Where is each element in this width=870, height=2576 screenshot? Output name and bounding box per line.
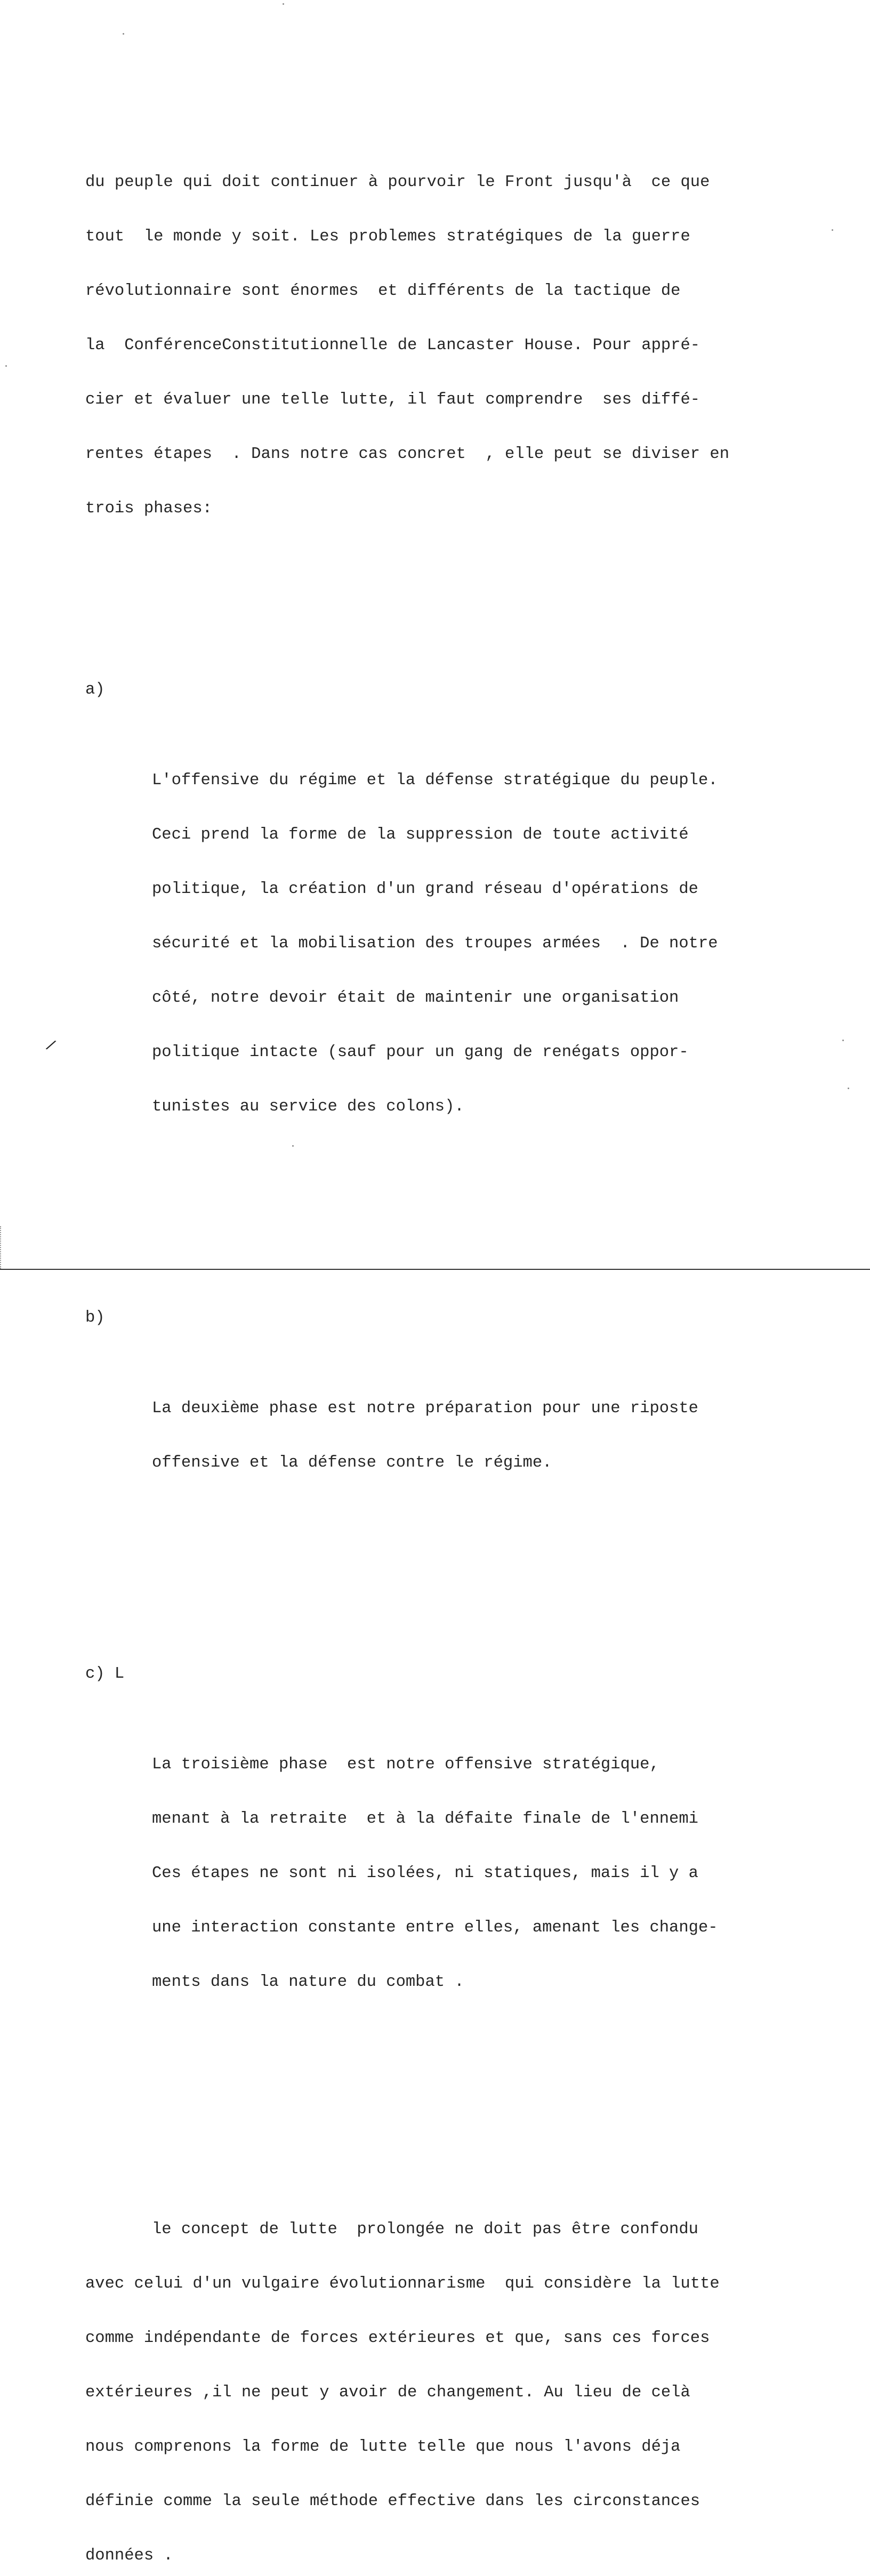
typed-text-column xyxy=(85,83,800,2576)
text-line: Ces étapes ne sont ni isolées, ni statiques, mais il y a xyxy=(152,1864,698,1882)
text-line: sécurité et la mobilisation des troupes armées . De notre xyxy=(152,935,718,953)
scan-speck xyxy=(842,1040,844,1041)
scan-speck xyxy=(848,1088,849,1089)
text-line: L'offensive du régime et la défense stratégique du peuple. xyxy=(152,771,718,790)
text-line: côté, notre devoir était de maintenir une organisation xyxy=(152,989,679,1007)
text-line: menant à la retraite et à la défaite finale de l'ennemi xyxy=(152,1810,698,1828)
text-line: révolutionnaire sont énormes et différents de la tactique de xyxy=(85,282,681,300)
scan-speck xyxy=(123,33,124,35)
scan-speck xyxy=(832,229,833,231)
concept-paragraph xyxy=(85,2184,800,2576)
list-item-c xyxy=(85,1665,800,2064)
text-line: du peuple qui doit continuer à pourvoir le Front jusqu'à ce que xyxy=(85,173,710,191)
text-line: définie comme la seule méthode effective dans les circonstances xyxy=(85,2492,700,2510)
text-line: avec celui d'un vulgaire évolutionnarisme qui considère la lutte xyxy=(85,2275,720,2293)
list-marker: c) L xyxy=(85,1665,125,1683)
list-item-b xyxy=(85,1309,800,1544)
text-line: le concept de lutte prolongée ne doit pas être confondu xyxy=(152,2220,698,2239)
text-line: politique, la création d'un grand réseau d'opérations de xyxy=(152,880,698,898)
list-item-a xyxy=(85,681,800,1188)
text-line: politique intacte (sauf pour un gang de renégats oppor- xyxy=(152,1043,689,1061)
text-line: cier et évaluer une telle lutte, il faut comprendre ses diffé- xyxy=(85,391,700,409)
text-line: une interaction constante entre elles, amenant les change- xyxy=(152,1919,718,1937)
scan-speck xyxy=(5,365,7,367)
page-edge-mark xyxy=(0,1226,3,1269)
text-line: nous comprenons la forme de lutte telle que nous l'avons déja xyxy=(85,2438,681,2456)
list-marker: a) xyxy=(85,681,105,699)
text-line: données . xyxy=(85,2547,173,2565)
list-marker: b) xyxy=(85,1309,105,1327)
text-line: ments dans la nature du combat . xyxy=(152,1973,464,1991)
text-line: La deuxième phase est notre préparation pour une riposte xyxy=(152,1399,698,1418)
text-line: La troisième phase est notre offensive stratégique, xyxy=(152,1756,659,1774)
intro-paragraph xyxy=(85,137,800,554)
margin-pen-mark: / xyxy=(43,1037,58,1056)
text-line: tout le monde y soit. Les problemes stratégiques de la guerre xyxy=(85,228,690,246)
text-line: rentes étapes . Dans notre cas concret , elle peut se diviser en xyxy=(85,445,729,463)
text-line: tunistes au service des colons). xyxy=(152,1098,464,1116)
text-line: comme indépendante de forces extérieures et que, sans ces forces xyxy=(85,2329,710,2347)
text-line: extérieures ,il ne peut y avoir de changement. Au lieu de celà xyxy=(85,2384,690,2402)
text-line: trois phases: xyxy=(85,500,212,518)
text-line: Ceci prend la forme de la suppression de toute activité xyxy=(152,826,689,844)
text-line: offensive et la défense contre le régime. xyxy=(152,1454,552,1472)
text-line: la ConférenceConstitutionnelle de Lancaster House. Pour appré- xyxy=(85,336,700,355)
scan-speck xyxy=(283,3,284,5)
